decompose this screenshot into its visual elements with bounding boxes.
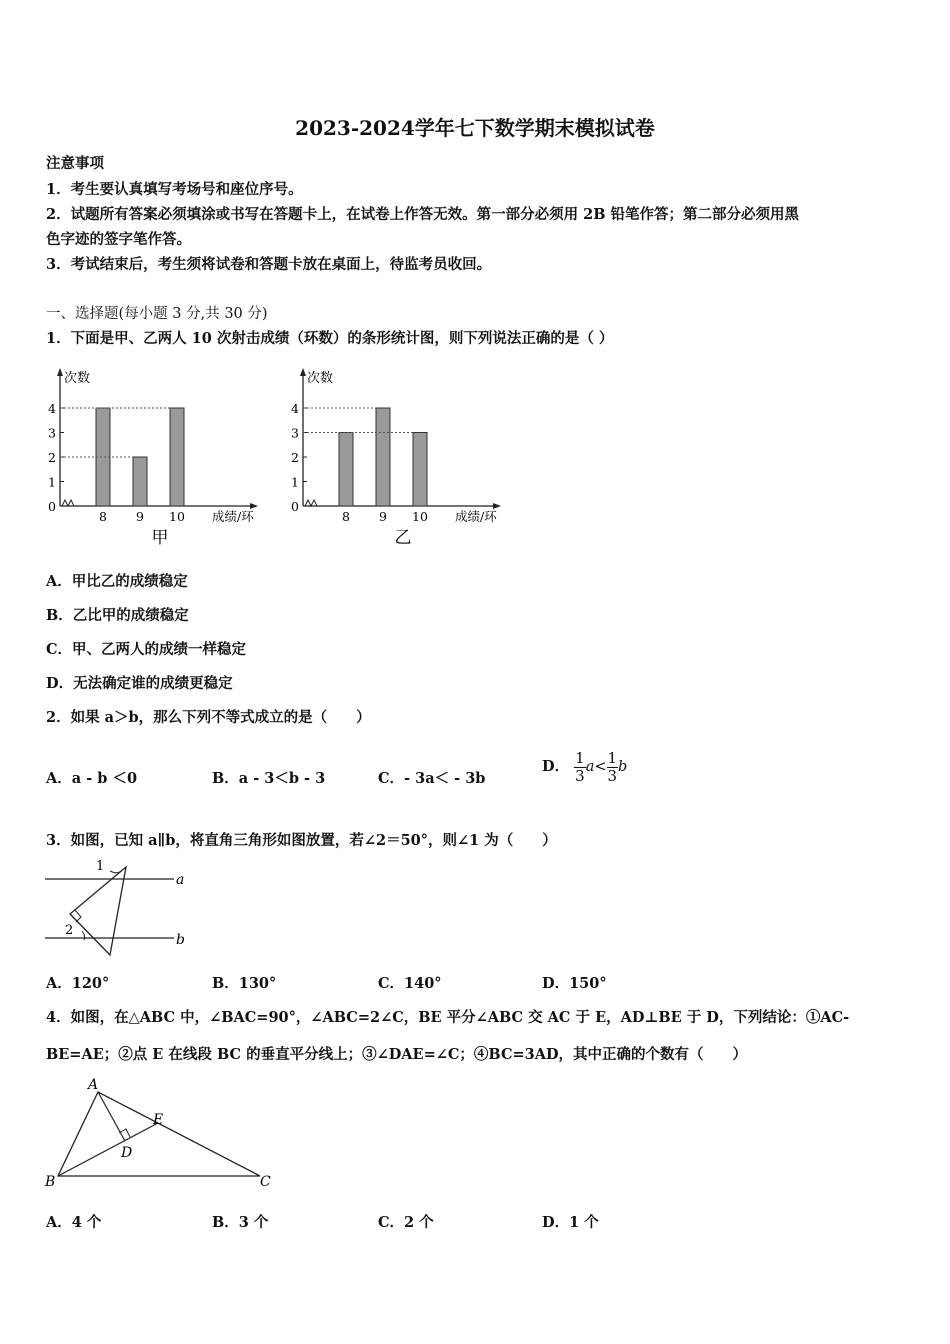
q1-option-b[interactable]: B．乙比甲的成绩稳定 bbox=[46, 607, 189, 624]
var-b: b bbox=[618, 759, 628, 775]
q2-option-b[interactable]: B．a - 3＜b - 3 bbox=[212, 770, 326, 787]
q4-option-d[interactable]: D．1 个 bbox=[542, 1214, 599, 1231]
q3-figure-parallel-lines-triangle bbox=[40, 852, 200, 962]
var-a: a bbox=[585, 759, 595, 775]
less-than-sign: < bbox=[594, 759, 607, 775]
bar-8 bbox=[96, 408, 110, 506]
fraction-one-third: $\frac{1}{3}$ bbox=[607, 748, 618, 785]
q3-option-a[interactable]: A．120° bbox=[46, 975, 110, 992]
x-axis-label: 成绩/环 bbox=[212, 509, 254, 524]
q2-option-a[interactable]: A．a - b ＜0 bbox=[46, 770, 138, 787]
angle-2-arc bbox=[82, 931, 85, 940]
q4-stem-line1: 4．如图，在△ABC 中，∠BAC=90°，∠ABC=2∠C，BE 平分∠ABC 交 AC 于 E，AD⊥BE 于 D，下列结论：①AC- bbox=[46, 1009, 850, 1026]
x-tick-label: 9 bbox=[379, 509, 387, 524]
y-tick-label: 2 bbox=[291, 450, 299, 465]
right-triangle bbox=[70, 867, 126, 955]
x-tick-label: 9 bbox=[136, 509, 144, 524]
q2-option-c[interactable]: C．- 3a＜ - 3b bbox=[378, 770, 486, 787]
page-title: 2023-2024学年七下数学期末模拟试卷 bbox=[295, 116, 655, 140]
chart-title: 甲 bbox=[151, 528, 169, 548]
label-line-b: b bbox=[176, 932, 185, 948]
q3-option-b[interactable]: B．130° bbox=[212, 975, 277, 992]
notice-item: 1．考生要认真填写考场号和座位序号。 bbox=[46, 181, 303, 198]
fraction-one-third: $\frac{1}{3}$ bbox=[575, 748, 585, 785]
y-tick-label: 0 bbox=[291, 499, 299, 514]
q1-option-d[interactable]: D．无法确定谁的成绩更稳定 bbox=[46, 675, 233, 692]
notice-heading: 注意事项 bbox=[46, 155, 104, 172]
label-point-c: C bbox=[260, 1174, 271, 1190]
q2-option-d-prefix: D． bbox=[542, 758, 570, 775]
notice-item: 2．试题所有答案必须填涂或书写在答题卡上，在试卷上作答无效。第一部分必须用 2B 铅笔作答；第二部分必须用黑 bbox=[46, 206, 800, 223]
q4-figure-triangle-abc bbox=[40, 1078, 280, 1198]
bar-chart-jia bbox=[40, 362, 290, 552]
label-angle-1: 1 bbox=[96, 859, 105, 874]
bar-chart-yi bbox=[283, 362, 533, 552]
q4-option-a[interactable]: A．4 个 bbox=[46, 1214, 102, 1231]
bar-9 bbox=[376, 408, 390, 506]
y-axis-arrow bbox=[57, 368, 63, 376]
y-axis-arrow bbox=[300, 368, 306, 376]
x-axis-label: 成绩/环 bbox=[455, 509, 497, 524]
label-angle-2: 2 bbox=[65, 923, 74, 938]
axis-break-mark bbox=[305, 500, 317, 506]
q3-stem: 3．如图，已知 a∥b，将直角三角形如图放置，若∠2＝50°，则∠1 为（ ） bbox=[46, 832, 557, 849]
y-tick-label: 0 bbox=[48, 499, 56, 514]
q3-option-d[interactable]: D．150° bbox=[542, 975, 607, 992]
bar-10 bbox=[170, 408, 184, 506]
q4-option-b[interactable]: B．3 个 bbox=[212, 1214, 269, 1231]
axis-break-mark bbox=[62, 500, 74, 506]
triangle-abc bbox=[58, 1092, 260, 1176]
y-axis-label: 次数 bbox=[64, 371, 91, 386]
label-point-b: B bbox=[45, 1174, 56, 1190]
label-line-a: a bbox=[176, 872, 185, 888]
segment-be bbox=[58, 1123, 158, 1176]
q2-stem: 2．如果 a＞b，那么下列不等式成立的是（ ） bbox=[46, 709, 371, 726]
q4-stem-line2: BE=AE；②点 E 在线段 BC 的垂直平分线上；③∠DAE=∠C；④BC=3AD，其中正确的个数有（ ） bbox=[46, 1046, 748, 1063]
section-heading: 一、选择题(每小题 3 分,共 30 分) bbox=[46, 306, 268, 322]
y-axis-label: 次数 bbox=[307, 371, 334, 386]
notice-item: 3．考试结束后，考生须将试卷和答题卡放在桌面上，待监考员收回。 bbox=[46, 256, 492, 273]
bar-8 bbox=[339, 433, 353, 507]
notice-item: 色字迹的签字笔作答。 bbox=[46, 231, 191, 248]
q1-option-a[interactable]: A．甲比乙的成绩稳定 bbox=[46, 573, 188, 590]
q3-option-c[interactable]: C．140° bbox=[378, 975, 442, 992]
x-tick-label: 8 bbox=[342, 509, 350, 524]
y-tick-label: 4 bbox=[291, 401, 299, 416]
x-tick-label: 8 bbox=[99, 509, 107, 524]
x-tick-label: 10 bbox=[412, 509, 428, 524]
bar-9 bbox=[133, 457, 147, 506]
y-tick-label: 1 bbox=[48, 474, 56, 490]
q4-option-c[interactable]: C．2 个 bbox=[378, 1214, 434, 1231]
label-point-a: A bbox=[88, 1078, 99, 1093]
label-point-d: D bbox=[121, 1145, 133, 1161]
y-tick-label: 4 bbox=[48, 401, 56, 416]
label-point-e: E bbox=[153, 1112, 164, 1128]
y-tick-label: 3 bbox=[48, 425, 56, 441]
q2-option-d[interactable] bbox=[542, 744, 627, 790]
y-tick-label: 3 bbox=[291, 425, 299, 441]
chart-title: 乙 bbox=[394, 528, 412, 548]
q1-option-c[interactable]: C．甲、乙两人的成绩一样稳定 bbox=[46, 641, 247, 658]
y-tick-label: 2 bbox=[48, 450, 56, 465]
bar-10 bbox=[413, 433, 427, 507]
q1-stem: 1．下面是甲、乙两人 10 次射击成绩（环数）的条形统计图，则下列说法正确的是（ ） bbox=[46, 330, 614, 347]
y-tick-label: 1 bbox=[291, 474, 299, 490]
x-tick-label: 10 bbox=[169, 509, 185, 524]
